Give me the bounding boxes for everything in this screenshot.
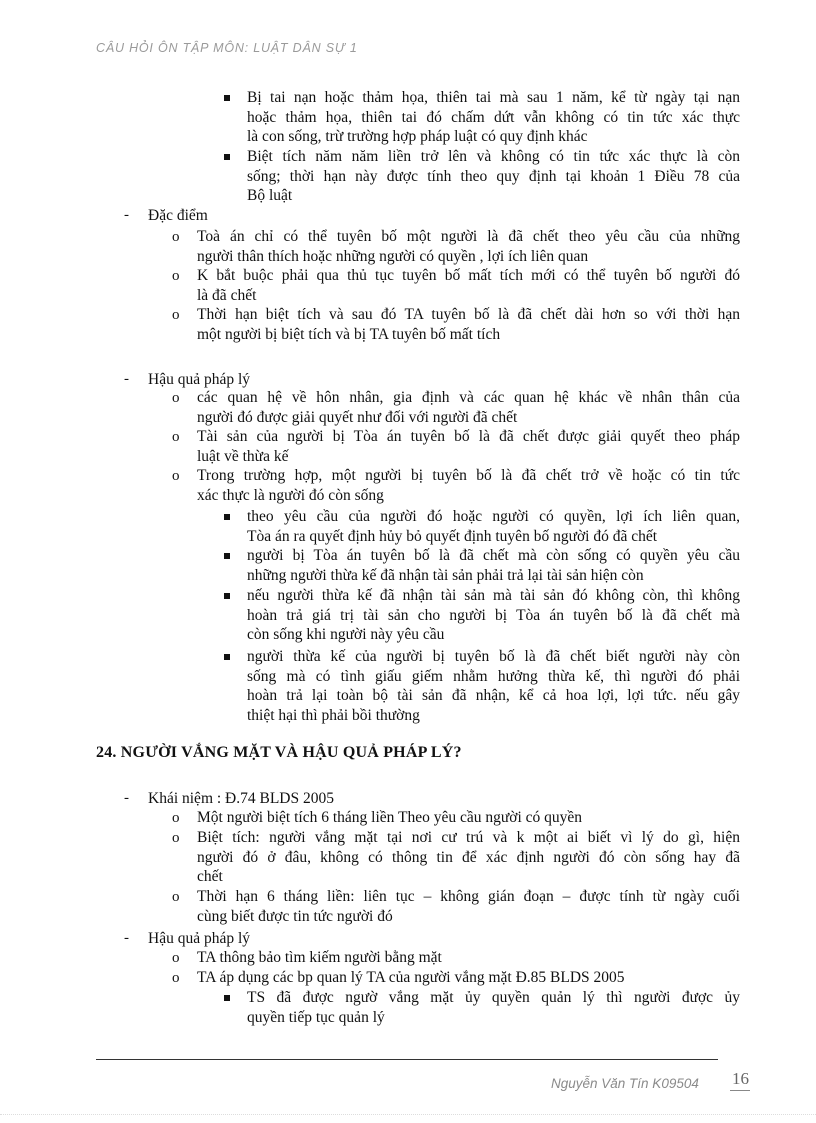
- section-heading: 24. NGƯỜI VẮNG MẶT VÀ HẬU QUẢ PHÁP LÝ?: [96, 744, 462, 761]
- bullet-text-line: còn sống khi người này yêu cầu: [247, 626, 445, 643]
- bullet-text-line: luật về thừa kế: [197, 447, 289, 465]
- bullet-text-line: là con sống, trừ trường hợp pháp luật có quy định khác: [247, 128, 588, 145]
- bullet-text-line: quyền tiếp tục quản lý: [247, 1008, 385, 1026]
- square-bullet-icon: [224, 95, 230, 101]
- dash-bullet-icon: -: [124, 207, 129, 223]
- circle-bullet-icon: o: [172, 950, 180, 966]
- square-bullet-icon: [224, 995, 230, 1001]
- bullet-text-line: Biệt tích năm năm liền trở lên và không có tin tức xác thực là còn: [247, 148, 740, 165]
- circle-bullet-icon: o: [172, 468, 180, 484]
- square-bullet-icon: [224, 593, 230, 599]
- circle-bullet-icon: o: [172, 307, 180, 323]
- square-bullet-icon: [224, 553, 230, 559]
- bullet-text-line: người thừa kế của người bị tuyên bố là đã chết biết người này còn: [247, 648, 740, 665]
- bullet-text-line: chết: [197, 868, 223, 885]
- bullet-text-line: người bị Tòa án tuyên bố là đã chết mà còn sống có quyền yêu cầu: [247, 547, 740, 564]
- bullet-text-line: Bộ luật: [247, 187, 293, 204]
- page-header: CÂU HỎI ÔN TẬP MÔN: LUẬT DÂN SỰ 1: [96, 41, 358, 55]
- bullet-text-line: cùng biết được tin tức người đó: [197, 907, 393, 925]
- bullet-text-line: theo yêu cầu của người đó hoặc người có quyền, lợi ích liên quan,: [247, 508, 740, 525]
- circle-bullet-icon: o: [172, 970, 180, 986]
- bullet-text-line: Tòa án ra quyết định hủy bỏ quyết định tuyên bố người đó đã chết: [247, 527, 658, 545]
- circle-bullet-icon: o: [172, 810, 180, 826]
- bullet-text-line: người đó được giải quyết như đối với người đã chết: [197, 408, 518, 426]
- circle-bullet-icon: o: [172, 830, 180, 846]
- bullet-text-line: hoàn trả giá trị tài sản cho người bị Tòa án tuyên bố là đã chết mà: [247, 606, 740, 624]
- bullet-text-line: Đặc điểm: [148, 207, 208, 224]
- bullet-text-line: hoàn trả lại toàn bộ tài sản đã nhận, kể cả hoa lợi, lợi tức. nếu gây: [247, 687, 740, 704]
- circle-bullet-icon: o: [172, 889, 180, 905]
- circle-bullet-icon: o: [172, 229, 180, 245]
- bullet-text-line: người đó ở đâu, không có thông tin để xác định người đó còn sống hay đã: [197, 848, 740, 866]
- bullet-text-line: Toà án chỉ có thể tuyên bố một người là đã chết theo yêu cầu của những: [197, 228, 740, 245]
- page-number-underline: [730, 1090, 750, 1091]
- square-bullet-icon: [224, 154, 230, 160]
- bullet-text-line: Thời hạn biệt tích và sau đó TA tuyên bố là đã chết dài hơn so với thời hạn: [197, 306, 740, 323]
- bullet-text-line: là đã chết: [197, 286, 257, 304]
- bullet-text-line: Hậu quả pháp lý: [148, 371, 251, 388]
- dash-bullet-icon: -: [124, 930, 129, 946]
- circle-bullet-icon: o: [172, 390, 180, 406]
- bullet-text-line: Biệt tích: người vắng mặt tại nơi cư trú và k một ai biết vì lý do gì, hiện: [197, 829, 740, 846]
- page-number: 16: [732, 1069, 749, 1088]
- bullet-text-line: Tài sản của người bị Tòa án tuyên bố là đã chết được giải quyết theo pháp: [197, 428, 740, 445]
- bullet-text-line: xác thực là người đó còn sống: [197, 486, 384, 504]
- bullet-text-line: Hậu quả pháp lý: [148, 930, 251, 947]
- bullet-text-line: một người bị biệt tích và bị TA tuyên bố mất tích: [197, 325, 501, 343]
- bullet-text-line: K bắt buộc phải qua thủ tục tuyên bố mất tích mới có thể tuyên bố người đó: [197, 267, 740, 284]
- bullet-text-line: TS đã được ngườ vắng mặt ủy quyền quản lý thì người được ủy: [247, 989, 740, 1006]
- dash-bullet-icon: -: [124, 371, 129, 387]
- bullet-text-line: các quan hệ về hôn nhân, gia định và các quan hệ khác về nhân thân của: [197, 389, 740, 406]
- bullet-text-line: hoặc thảm họa, thiên tai đó chấm dứt vẫn không có tin tức xác thực: [247, 108, 740, 126]
- circle-bullet-icon: o: [172, 268, 180, 284]
- bullet-text-line: Một người biệt tích 6 tháng liền Theo yêu cầu người có quyền: [197, 809, 583, 826]
- bullet-text-line: sống mà có tình giấu giếm nhằm hưởng thừa kế, thì người đó phải: [247, 667, 740, 685]
- bullet-text-line: Thời hạn 6 tháng liền: liên tục – không gián đoạn – được tính từ ngày cuối: [197, 888, 740, 905]
- bullet-text-line: Bị tai nạn hoặc thảm họa, thiên tai mà sau 1 năm, kể từ ngày tại nạn: [247, 89, 740, 106]
- bullet-text-line: TA thông bảo tìm kiếm người bằng mặt: [197, 949, 442, 966]
- bullet-text-line: Khái niệm : Đ.74 BLDS 2005: [148, 790, 334, 807]
- square-bullet-icon: [224, 514, 230, 520]
- bullet-text-line: sống; thời hạn này được tính theo quy định tại khoản 1 Điều 78 của: [247, 167, 740, 185]
- footer-rule: [96, 1059, 718, 1060]
- dash-bullet-icon: -: [124, 790, 129, 806]
- circle-bullet-icon: o: [172, 429, 180, 445]
- bullet-text-line: TA áp dụng các bp quan lý TA của người vắng mặt Đ.85 BLDS 2005: [197, 969, 625, 986]
- square-bullet-icon: [224, 654, 230, 660]
- bullet-text-line: Trong trường hợp, một người bị tuyên bố là đã chết trở về hoặc có tin tức: [197, 467, 740, 484]
- bullet-text-line: những người thừa kế đã nhận tài sản phải trả lại tài sản hiện còn: [247, 566, 644, 584]
- bullet-text-line: người thân thích hoặc những người có quyền , lợi ích liên quan: [197, 247, 589, 265]
- footer-author: Nguyễn Văn Tín K09504: [551, 1076, 699, 1091]
- bullet-text-line: thiệt hại thì phải bồi thường: [247, 706, 420, 724]
- bullet-text-line: nếu người thừa kế đã nhận tài sản mà tài sản đó không còn, thì không: [247, 587, 740, 604]
- page-bottom-dotted-line: [0, 1114, 816, 1115]
